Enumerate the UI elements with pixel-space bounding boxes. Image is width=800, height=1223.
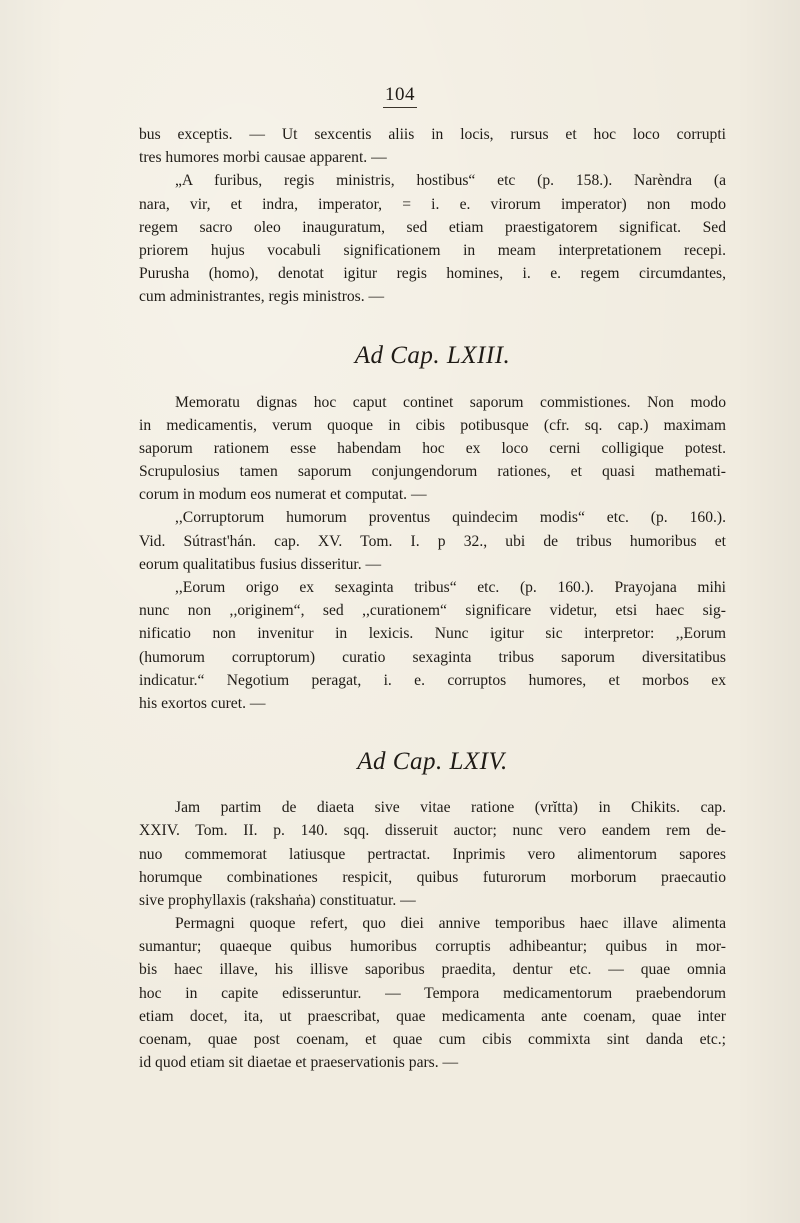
text-line: ,,Corruptorum humorum proventus quindecim modis“ etc. (p. 160.).	[175, 509, 726, 527]
text-line: Vid. Sútrast'hán. cap. XV. Tom. I. p 32., ubi de tribus humoribus et	[139, 532, 726, 550]
text-line: XXIV. Tom. II. p. 140. sqq. disseruit auctor; nunc vero eandem rem de-	[139, 822, 726, 840]
page-number	[0, 84, 800, 106]
text-line: corum in modum eos numerat et computat. —	[139, 486, 427, 504]
text-line: Memoratu dignas hoc caput continet saporum commistiones. Non modo	[175, 393, 726, 411]
text-line: etiam docet, ita, ut praescribat, quae medicamenta ante coenam, quae inter	[139, 1007, 726, 1025]
text-line: nificatio non invenitur in lexicis. Nunc igitur sic interpretor: ,,Eorum	[139, 625, 726, 643]
text-line: id quod etiam sit diaetae et praeservationis pars. —	[139, 1054, 459, 1072]
text-line: „A furibus, regis ministris, hostibus“ etc (p. 158.). Narèndra (a	[175, 172, 726, 190]
text-line: horumque combinationes respicit, quibus futurorum morborum praecautio	[139, 868, 726, 886]
text-line: in medicamentis, verum quoque in cibis potibusque (cfr. sq. cap.) maximam	[139, 416, 726, 434]
text-line: tres humores morbi causae apparent. —	[139, 149, 387, 167]
text-line: his exortos curet. —	[139, 694, 266, 712]
text-line: sive prophyllaxis (rakshaṅa) constituatur. —	[139, 891, 416, 909]
text-line: cum administrantes, regis ministros. —	[139, 288, 385, 306]
text-line: Permagni quoque refert, quo diei annive temporibus haec illave alimenta	[175, 915, 726, 933]
text-line: nuo commemorat latiusque pertractat. Inprimis vero alimentorum sapores	[139, 845, 726, 863]
text-line: Scrupulosius tamen saporum conjungendorum rationes, et quasi mathemati-	[139, 463, 726, 481]
section-1-body	[139, 391, 726, 716]
text-line: bis haec illave, his illisve saporibus praedita, dentur etc. — quae omnia	[139, 961, 726, 979]
text-line: sumantur; quaeque quibus humoribus corruptis adhibeantur; quibus in mor-	[139, 938, 726, 956]
text-column	[139, 123, 726, 1074]
text-line: (humorum corruptorum) curatio sexaginta tribus saporum diversitatibus	[139, 648, 726, 666]
text-line: coenam, quae post coenam, et quae cum cibis commixta sint danda etc.;	[139, 1031, 726, 1048]
text-line: priorem hujus vocabuli significationem in meam interpretationem recepi.	[139, 241, 726, 259]
text-line: Purusha (homo), denotat igitur regis homines, i. e. regem circumdantes,	[139, 265, 726, 283]
text-line: saporum rationem esse habendam hoc ex loco cerni colligique potest.	[139, 439, 726, 457]
text-line: Jam partim de diaeta sive vitae ratione (vrĭtta) in Chikits. cap.	[175, 799, 726, 817]
text-line: eorum qualitatibus fusius disseritur. —	[139, 555, 382, 573]
text-line: nunc non ,,originem“, sed ,,curationem“ significare videtur, etsi haec sig-	[139, 602, 726, 620]
page-number-text: 104	[383, 84, 417, 108]
text-line: ,,Eorum origo ex sexaginta tribus“ etc. (p. 160.). Prayojana mihi	[175, 579, 726, 596]
top-paragraph	[139, 123, 726, 309]
section-heading-cap-64: Ad Cap. LXIV.	[357, 748, 508, 776]
text-line: hoc in capite edisseruntur. — Tempora medicamentorum praebendorum	[139, 984, 726, 1002]
text-line: indicatur.“ Negotium peragat, i. e. corruptos humores, et morbos ex	[139, 671, 726, 689]
section-heading-cap-63: Ad Cap. LXIII.	[354, 341, 511, 369]
text-line: nara, vir, et indra, imperator, = i. e. virorum imperator) non modo	[139, 195, 726, 213]
text-line: regem sacro oleo inauguratum, sed etiam praestigatorem significat. Sed	[139, 218, 726, 236]
text-line: bus exceptis. — Ut sexcentis aliis in locis, rursus et hoc loco corrupti	[139, 126, 726, 143]
section-2-body	[139, 796, 726, 1074]
